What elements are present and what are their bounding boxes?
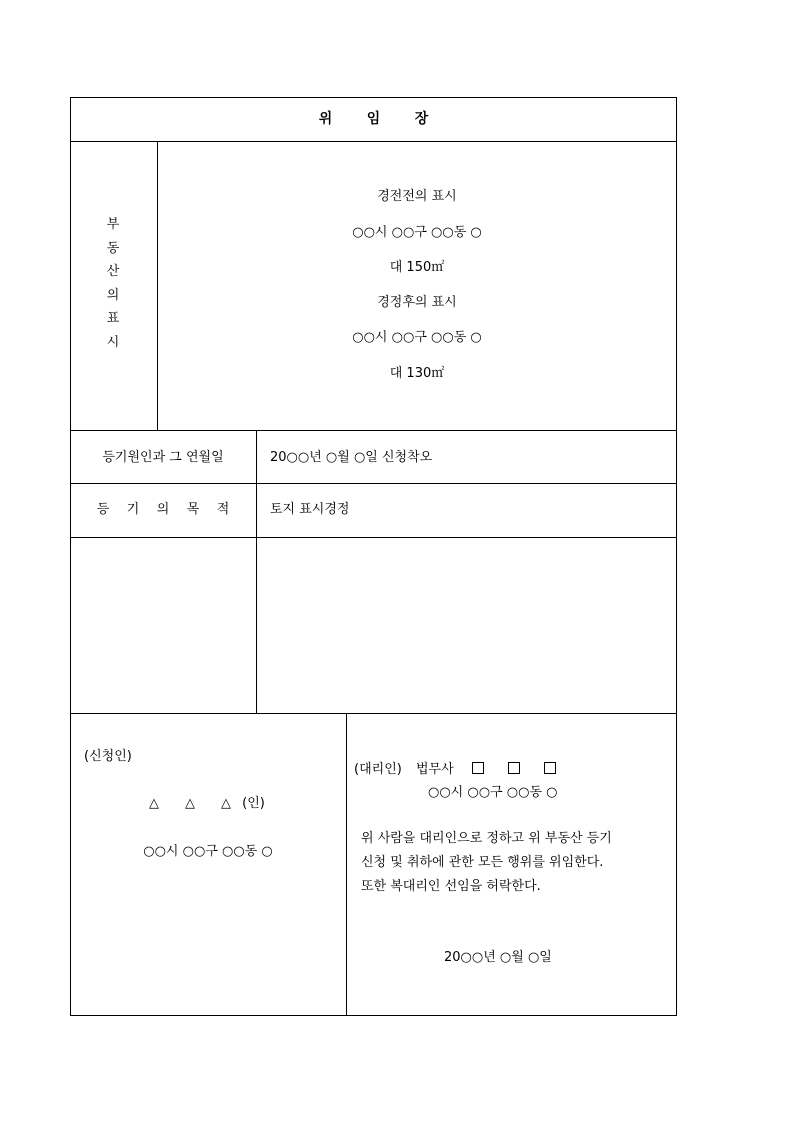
purpose-label-char: 등 <box>96 502 110 517</box>
agent-statement-line: 위 사람을 대리인으로 정하고 위 부동산 등기 <box>361 831 612 846</box>
applicant-heading: (신청인) <box>84 749 132 764</box>
applicant-name-char: △ <box>149 796 159 811</box>
cause-label: 등기원인과 그 연월일 <box>102 450 224 465</box>
divider-purpose <box>70 537 677 538</box>
name-blank-box <box>472 762 484 774</box>
name-blank-box <box>508 762 520 774</box>
property-label-char: 시 <box>106 334 120 350</box>
applicant-name-char: △ <box>221 796 231 811</box>
property-line: ○○시 ○○구 ○○동 ○ <box>352 330 482 345</box>
property-line: 경정후의 표시 <box>377 295 457 310</box>
divider-property-label <box>157 141 158 430</box>
divider-property <box>70 430 677 431</box>
title-char: 임 <box>366 111 381 127</box>
agent-date: 20○○년 ○월 ○일 <box>444 950 552 965</box>
agent-statement-line: 신청 및 취하에 관한 모든 행위를 위임한다. <box>361 855 604 870</box>
page-title <box>70 111 677 127</box>
property-label-char: 표 <box>106 311 120 327</box>
applicant-name <box>136 796 265 812</box>
agent-name-blanks <box>460 762 568 777</box>
property-label <box>103 213 123 355</box>
agent-heading: (대리인) <box>354 762 402 777</box>
agent-statement-line: 또한 복대리인 선임을 허락한다. <box>361 879 541 894</box>
divider-cause <box>70 483 677 484</box>
divider-bottom-columns <box>346 713 347 1016</box>
cause-value: 20○○년 ○월 ○일 신청착오 <box>270 450 433 465</box>
applicant-name-char: △ <box>185 796 195 811</box>
property-line: 대 130㎡ <box>389 366 445 381</box>
purpose-label-char: 목 <box>186 502 200 517</box>
property-label-char: 부 <box>106 217 120 232</box>
purpose-label-char: 의 <box>156 502 170 517</box>
property-label-char: 의 <box>106 287 120 303</box>
applicant-seal: (인) <box>242 796 265 811</box>
purpose-label <box>70 502 256 518</box>
purpose-value: 토지 표시경정 <box>270 502 350 517</box>
agent-title: 법무사 <box>415 762 454 777</box>
title-char: 장 <box>414 111 429 127</box>
divider-blank <box>70 713 677 714</box>
purpose-label-char: 기 <box>126 502 140 517</box>
divider-title <box>70 141 677 142</box>
applicant-address: ○○시 ○○구 ○○동 ○ <box>143 844 273 859</box>
agent-line <box>354 762 568 778</box>
purpose-label-char: 적 <box>216 502 230 517</box>
property-label-char: 동 <box>106 240 120 256</box>
title-char: 위 <box>318 111 333 127</box>
property-line: 경전전의 표시 <box>377 189 457 204</box>
property-label-char: 산 <box>106 264 120 280</box>
property-line: 대 150㎡ <box>389 260 445 275</box>
name-blank-box <box>544 762 556 774</box>
property-line: ○○시 ○○구 ○○동 ○ <box>352 225 482 240</box>
divider-rows-label <box>256 430 257 713</box>
agent-address: ○○시 ○○구 ○○동 ○ <box>428 785 558 800</box>
